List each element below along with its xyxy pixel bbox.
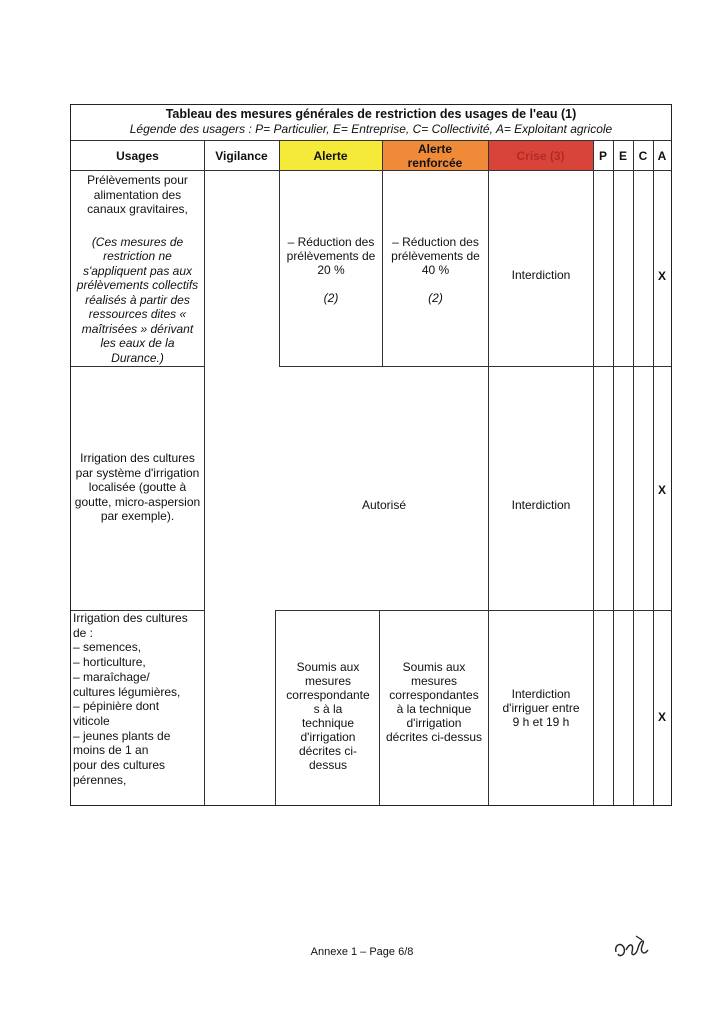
row2-alerte-merged bbox=[280, 495, 488, 515]
row2-alerte-merged-text: Autorisé bbox=[361, 498, 407, 512]
handwritten-initials-signature bbox=[612, 930, 660, 962]
row1-a-mark: X bbox=[657, 269, 666, 283]
page-number: Annexe 1 – Page 6/8 bbox=[310, 946, 414, 958]
row3-usage-line: de : bbox=[73, 625, 94, 640]
row2-crise bbox=[489, 495, 593, 515]
rule-col-c bbox=[653, 140, 654, 805]
header-usages bbox=[71, 141, 204, 170]
rule-col-p bbox=[613, 140, 614, 805]
row3-usage-line: – pépinière dont bbox=[73, 699, 160, 714]
rule-header-bottom bbox=[71, 170, 671, 171]
restriction-table bbox=[70, 104, 672, 806]
row3-alerte-text: Soumis aux mesures correspondante s à la technique d'irrigation décrites ci-dessus bbox=[286, 660, 370, 772]
rule-col-vigilance-row3 bbox=[275, 610, 276, 805]
row2-usage bbox=[73, 451, 202, 524]
header-crise bbox=[488, 141, 593, 170]
rule-col-e bbox=[633, 140, 634, 805]
header-alerte-renforcee bbox=[382, 141, 488, 170]
header-alerte-renforcee-label: Alerte renforcée bbox=[407, 141, 463, 170]
row3-usage-line: Irrigation des cultures bbox=[73, 611, 188, 625]
header-alerte-label: Alerte bbox=[313, 148, 348, 163]
row3-usage-line: – maraîchage/ bbox=[73, 669, 150, 684]
row3-renforcee-text: Soumis aux mesures correspondantes à la technique d'irrigation décrites ci-dessus bbox=[385, 660, 483, 744]
row3-a-mark: X bbox=[657, 710, 666, 724]
row3-alerte bbox=[278, 660, 378, 770]
row3-usage-line: – jeunes plants de bbox=[73, 728, 171, 743]
row3-usage-line: – horticulture, bbox=[73, 655, 146, 670]
row3-usage-line: viticole bbox=[73, 713, 110, 728]
row1-renforcee-text: – Réduction des prélèvements de 40 % bbox=[391, 235, 480, 277]
header-alerte bbox=[279, 141, 382, 170]
header-a-label: A bbox=[657, 148, 667, 163]
row1-alerte-text: – Réduction des prélèvements de 20 % bbox=[286, 235, 376, 277]
rule-col-renforcee bbox=[488, 140, 489, 805]
row1-alerte bbox=[280, 235, 382, 325]
row1-usage-note: (Ces mesures de restriction ne s'appliquent pas aux prélèvements collectifs réalisés à partir des ressources dites « maîtrisées » dérivant les eaux de la Durance.) bbox=[76, 234, 199, 365]
row2-usage-text: Irrigation des cultures par système d'irrigation localisée (goutte à goutte, micro-aspersion par exemple). bbox=[74, 451, 201, 523]
row3-usage-line: pour des cultures bbox=[73, 758, 166, 773]
row3-crise-text: Interdiction d'irriguer entre 9 h et 19 h bbox=[502, 687, 580, 729]
row1-crise-text: Interdiction bbox=[511, 268, 571, 282]
table-legend: Légende des usagers : P= Particulier, E= Entreprise, C= Collectivité, A= Exploitant agricole bbox=[129, 122, 613, 136]
row3-renforcee bbox=[380, 660, 488, 770]
row3-usage-line: – semences, bbox=[73, 640, 142, 655]
row3-usage-line: cultures légumières, bbox=[73, 684, 181, 699]
row2-a bbox=[653, 482, 671, 498]
header-p-label: P bbox=[598, 148, 607, 163]
header-usages-label: Usages bbox=[116, 148, 159, 163]
row3-usage-line: moins de 1 an bbox=[73, 743, 149, 758]
header-p bbox=[593, 141, 613, 170]
rule-row1-bottom bbox=[71, 366, 204, 367]
rule-row2-bottom-right bbox=[275, 610, 671, 611]
table-title: Tableau des mesures générales de restriction des usages de l'eau (1) bbox=[165, 107, 577, 121]
row1-usage-main: Prélèvements pour alimentation des canaux gravitaires, bbox=[87, 173, 188, 216]
row3-usage-line: pérennes, bbox=[73, 772, 127, 787]
header-c-label: C bbox=[638, 148, 648, 163]
header-e bbox=[613, 141, 633, 170]
row1-renforcee-note: (2) bbox=[428, 291, 443, 305]
rule-title-bottom bbox=[71, 140, 671, 141]
header-a bbox=[653, 141, 671, 170]
header-e-label: E bbox=[618, 148, 627, 163]
row1-a bbox=[653, 268, 671, 284]
row2-a-mark: X bbox=[657, 483, 666, 497]
row1-alerte-note: (2) bbox=[323, 291, 339, 305]
table-title-block bbox=[71, 107, 671, 136]
row1-crise bbox=[489, 265, 593, 285]
header-vigilance bbox=[204, 141, 279, 170]
row1-usage bbox=[73, 173, 202, 365]
row2-crise-text: Interdiction bbox=[511, 498, 571, 512]
rule-col-usages bbox=[204, 140, 205, 805]
row3-usage bbox=[73, 611, 202, 787]
header-c bbox=[633, 141, 653, 170]
row3-crise bbox=[491, 685, 591, 731]
row3-a bbox=[653, 709, 671, 725]
header-vigilance-label: Vigilance bbox=[215, 148, 268, 163]
header-crise-label: Crise (3) bbox=[516, 148, 565, 163]
row1-renforcee bbox=[383, 235, 488, 325]
rule-col-crise bbox=[593, 140, 594, 805]
